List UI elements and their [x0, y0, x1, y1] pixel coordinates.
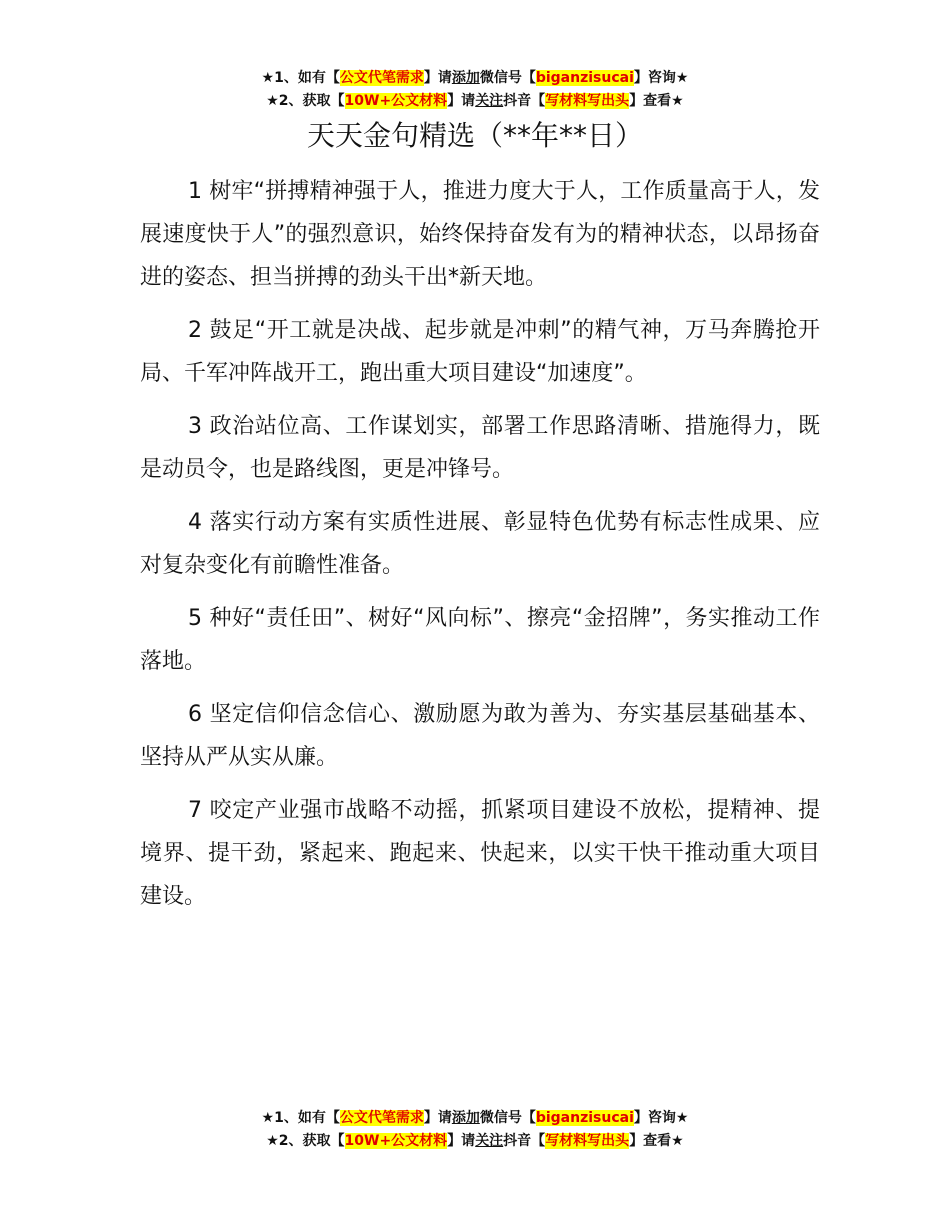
promo-writing-service-highlight: 公文代笔需求	[339, 70, 424, 86]
footer-promo-line-1	[0, 1107, 950, 1130]
footer-line-2-prefix: ★2、获取【	[266, 1133, 345, 1149]
promo-line-2-mid: 】请	[447, 93, 476, 109]
promo-add-underlined: 添加	[451, 70, 480, 86]
paragraph-5: 5 种好“责任田”、树好“风向标”、擦亮“金招牌”，务实推动工作落地。	[140, 606, 820, 674]
footer-promo-line-2	[0, 1130, 950, 1153]
promo-line-2-suffix: 】查看★	[629, 93, 684, 109]
footer-line-2-suffix: 】查看★	[629, 1133, 684, 1149]
paragraph-1: 1 树牢“拼搏精神强于人，推进力度大于人，工作质量高于人，发展速度快于人”的强烈意识，始终保持奋发有为的精神状态，以昂扬奋进的姿态、担当拼搏的劲头干出*新天地。	[140, 179, 820, 290]
promo-line-2-mid2: 抖音【	[503, 93, 546, 109]
footer-writing-service-highlight: 公文代笔需求	[339, 1110, 424, 1126]
footer-wechat-id-highlight: biganzisucai	[535, 1110, 634, 1126]
promo-line-1-prefix: ★1、如有【	[261, 70, 340, 86]
promo-douyin-account-highlight: 写材料写出头	[545, 93, 630, 109]
footer-materials-highlight: 10W+公文材料	[344, 1133, 448, 1149]
promo-line-1-suffix: 】咨询★	[633, 70, 689, 86]
promo-wechat-id-highlight: biganzisucai	[535, 70, 634, 86]
paragraph-6: 6 坚定信仰信念信心、激励愿为敢为善为、夯实基层基础基本、坚持从严从实从廉。	[140, 702, 820, 770]
footer-promo-banner	[0, 1107, 950, 1153]
promo-line-1-mid2: 微信号【	[479, 70, 536, 86]
document-body	[140, 170, 820, 928]
promo-line-1	[0, 67, 950, 90]
footer-douyin-account-highlight: 写材料写出头	[545, 1133, 630, 1149]
promo-line-2-prefix: ★2、获取【	[266, 93, 345, 109]
footer-line-2-mid2: 抖音【	[503, 1133, 546, 1149]
footer-follow-underlined: 关注	[475, 1133, 504, 1149]
footer-line-1-mid2: 微信号【	[479, 1110, 536, 1126]
footer-add-underlined: 添加	[451, 1110, 480, 1126]
header-promo-banner	[0, 67, 950, 113]
paragraph-7: 7 咬定产业强市战略不动摇，抓紧项目建设不放松，提精神、提境界、提干劲，紧起来、跑起来、快起来，以实干快干推动重大项目建设。	[140, 798, 820, 909]
document-title: 天天金句精选（**年**日）	[306, 119, 643, 152]
paragraph-3: 3 政治站位高、工作谋划实，部署工作思路清晰、措施得力，既是动员令，也是路线图，更是冲锋号。	[140, 414, 820, 482]
footer-line-1-prefix: ★1、如有【	[261, 1110, 340, 1126]
footer-line-1-suffix: 】咨询★	[633, 1110, 689, 1126]
footer-line-2-mid: 】请	[447, 1133, 476, 1149]
promo-line-1-mid: 】请	[423, 70, 452, 86]
promo-materials-highlight: 10W+公文材料	[344, 93, 448, 109]
promo-follow-underlined: 关注	[475, 93, 504, 109]
footer-line-1-mid: 】请	[423, 1110, 452, 1126]
paragraph-4: 4 落实行动方案有实质性进展、彰显特色优势有标志性成果、应对复杂变化有前瞻性准备。	[140, 510, 820, 578]
promo-line-2	[0, 90, 950, 113]
paragraph-2: 2 鼓足“开工就是决战、起步就是冲刺”的精气神，万马奔腾抢开局、千军冲阵战开工，跑出重大项目建设“加速度”。	[140, 318, 820, 386]
